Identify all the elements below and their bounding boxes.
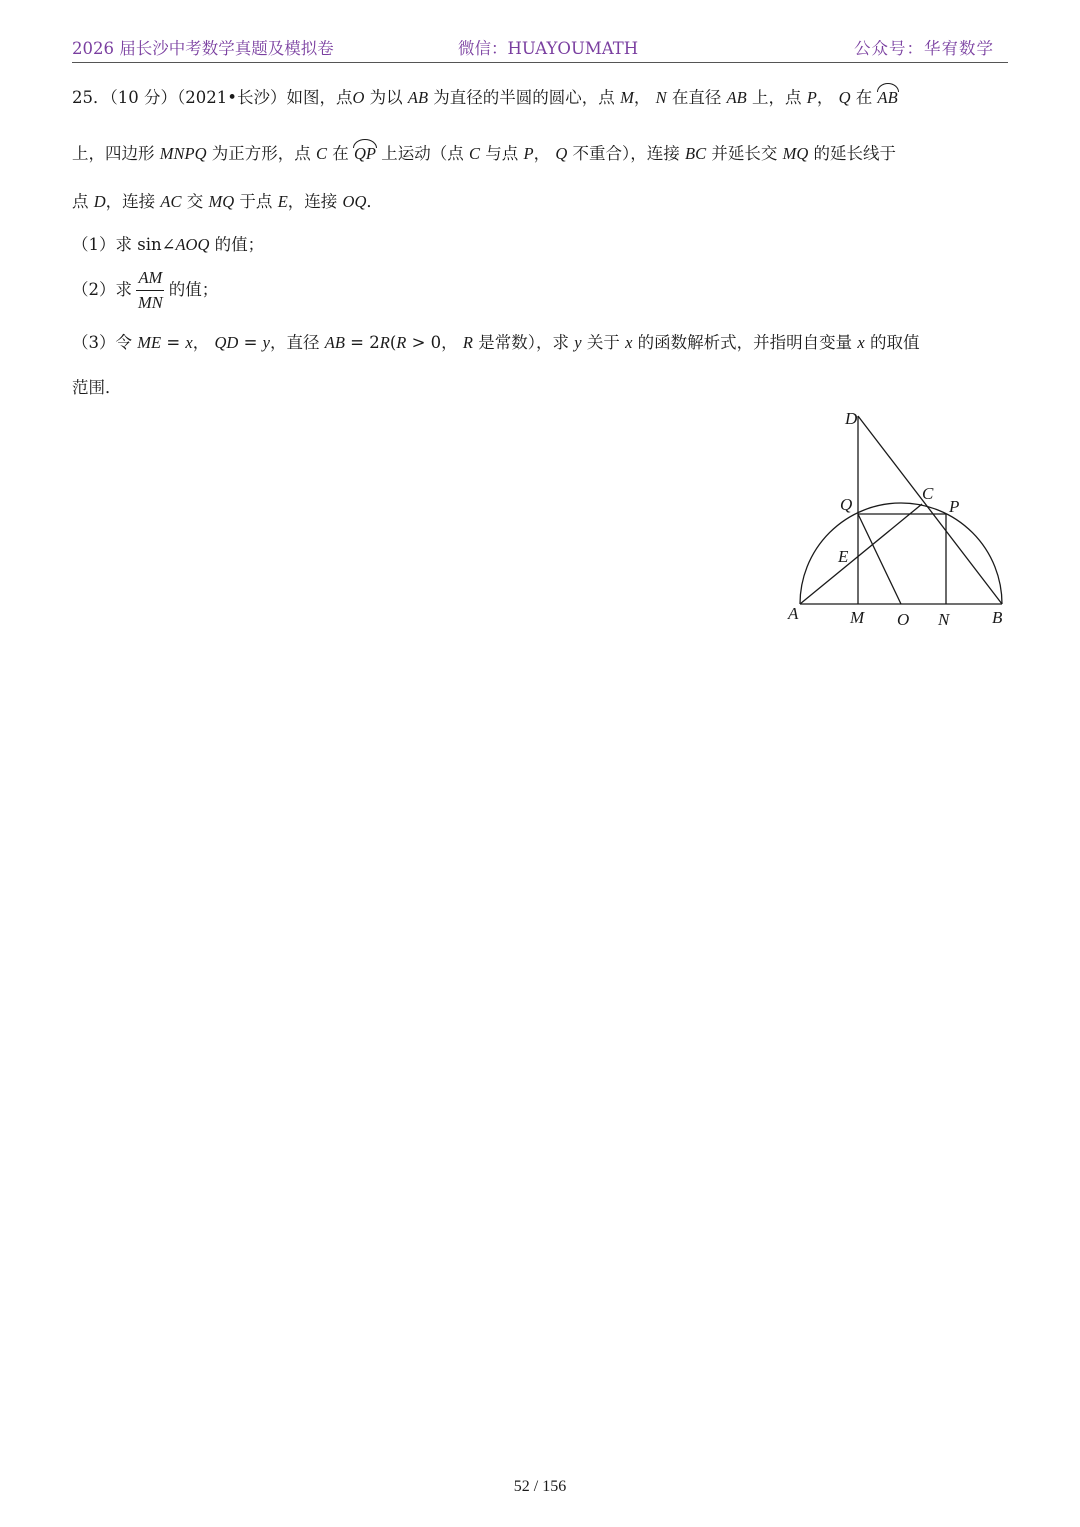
text: ，连接 [287, 192, 343, 211]
text: 与点 [480, 144, 524, 163]
text: 在 [850, 88, 878, 107]
label-A: A [788, 604, 799, 623]
text: = [238, 333, 263, 352]
fraction-am-mn [136, 268, 165, 313]
label-M: M [850, 608, 865, 627]
math-var: ME [137, 333, 162, 352]
text: ，直径 [269, 333, 325, 352]
math-var: AB [407, 88, 429, 107]
header-wechat: 微信：HUAYOUMATH [458, 39, 639, 58]
label-C: C [922, 484, 934, 503]
text: 不重合），连接 [567, 144, 686, 163]
math-var: AB [324, 333, 345, 352]
math-var: AB [726, 88, 747, 107]
math-var: AC [160, 192, 182, 211]
semicircle-arc [800, 503, 1002, 604]
page-header [72, 34, 1008, 63]
geometry-figure [770, 400, 1020, 635]
text: （1）求 sin∠ [72, 235, 176, 254]
math-var: Q [838, 88, 851, 107]
math-var: y [574, 333, 582, 352]
label-D: D [845, 409, 858, 428]
text: ， [533, 144, 556, 163]
problem-line-3 [72, 188, 383, 212]
text: 上，四边形 [72, 144, 160, 163]
page-number: 52 / 156 [513, 1478, 567, 1495]
fraction-numerator: AM [136, 268, 164, 291]
math-var: y [262, 333, 270, 352]
text: ． [366, 192, 383, 211]
text: ， [816, 88, 839, 107]
math-var: QD [214, 333, 239, 352]
math-var: M [620, 88, 634, 107]
math-var: MNPQ [159, 144, 207, 163]
text: 的函数解析式，并指明自变量 [632, 333, 858, 352]
text: 25．（10 分）（2021•长沙）如图，点 [72, 88, 353, 107]
math-var: E [277, 192, 288, 211]
text: > 0， [406, 333, 463, 352]
text: = 2 [344, 333, 380, 352]
math-var: R [379, 333, 390, 352]
text: 于点 [234, 192, 278, 211]
text: 并延长交 [706, 144, 783, 163]
text: ， [633, 88, 656, 107]
math-var: x [625, 333, 633, 352]
question-2 [72, 268, 218, 313]
math-var: O [352, 88, 365, 107]
text: ( [389, 333, 397, 352]
label-B: B [992, 608, 1003, 627]
text: （3）令 [72, 333, 138, 352]
math-var: R [462, 333, 474, 352]
text: 为以 [364, 88, 408, 107]
question-3-continued: 范围． [72, 378, 122, 397]
label-O: O [897, 610, 910, 629]
math-var: MQ [208, 192, 235, 211]
label-Q: Q [840, 495, 853, 514]
text: 上，点 [746, 88, 807, 107]
label-E: E [838, 547, 849, 566]
math-var: R [396, 333, 407, 352]
text: 的取值 [864, 333, 920, 352]
text: 是常数），求 [473, 333, 575, 352]
text: 的值； [168, 280, 219, 299]
math-var: MQ [782, 144, 809, 163]
text: （2）求 [72, 280, 132, 299]
math-var: P [806, 88, 817, 107]
text: 在 [327, 144, 355, 163]
math-var: D [93, 192, 106, 211]
math-var: x [857, 333, 865, 352]
math-var: AOQ [175, 235, 210, 254]
fraction-denominator: MN [138, 293, 163, 312]
text: 为正方形，点 [206, 144, 316, 163]
text: 点 [72, 192, 94, 211]
math-var: OQ [342, 192, 367, 211]
text: ， [192, 333, 215, 352]
math-var: Q [555, 144, 568, 163]
text: 为直径的半圆的圆心，点 [428, 88, 621, 107]
question-1 [72, 231, 264, 255]
text: = [161, 333, 186, 352]
arc-ab: AB [877, 88, 898, 107]
math-var: x [185, 333, 193, 352]
math-var: P [523, 144, 534, 163]
label-N: N [938, 610, 950, 629]
line-oq [858, 514, 901, 604]
math-var: N [655, 88, 667, 107]
question-3 [72, 329, 920, 353]
problem-line-1 [72, 84, 898, 108]
header-account: 公众号：华宥数学 [854, 39, 994, 58]
text: 的延长线于 [808, 144, 897, 163]
text: 交 [181, 192, 209, 211]
arc-qp: QP [354, 144, 377, 163]
math-var: BC [685, 144, 707, 163]
label-P: P [949, 497, 960, 516]
text: 的值； [209, 235, 265, 254]
math-var: C [469, 144, 481, 163]
header-title: 2026 届长沙中考数学真题及模拟卷 [72, 39, 334, 58]
line-db [858, 416, 1002, 604]
problem-line-2 [72, 140, 896, 164]
text: 在直径 [666, 88, 727, 107]
text: 上运动（点 [376, 144, 470, 163]
text: ，连接 [105, 192, 161, 211]
text: 关于 [581, 333, 626, 352]
math-var: C [316, 144, 328, 163]
